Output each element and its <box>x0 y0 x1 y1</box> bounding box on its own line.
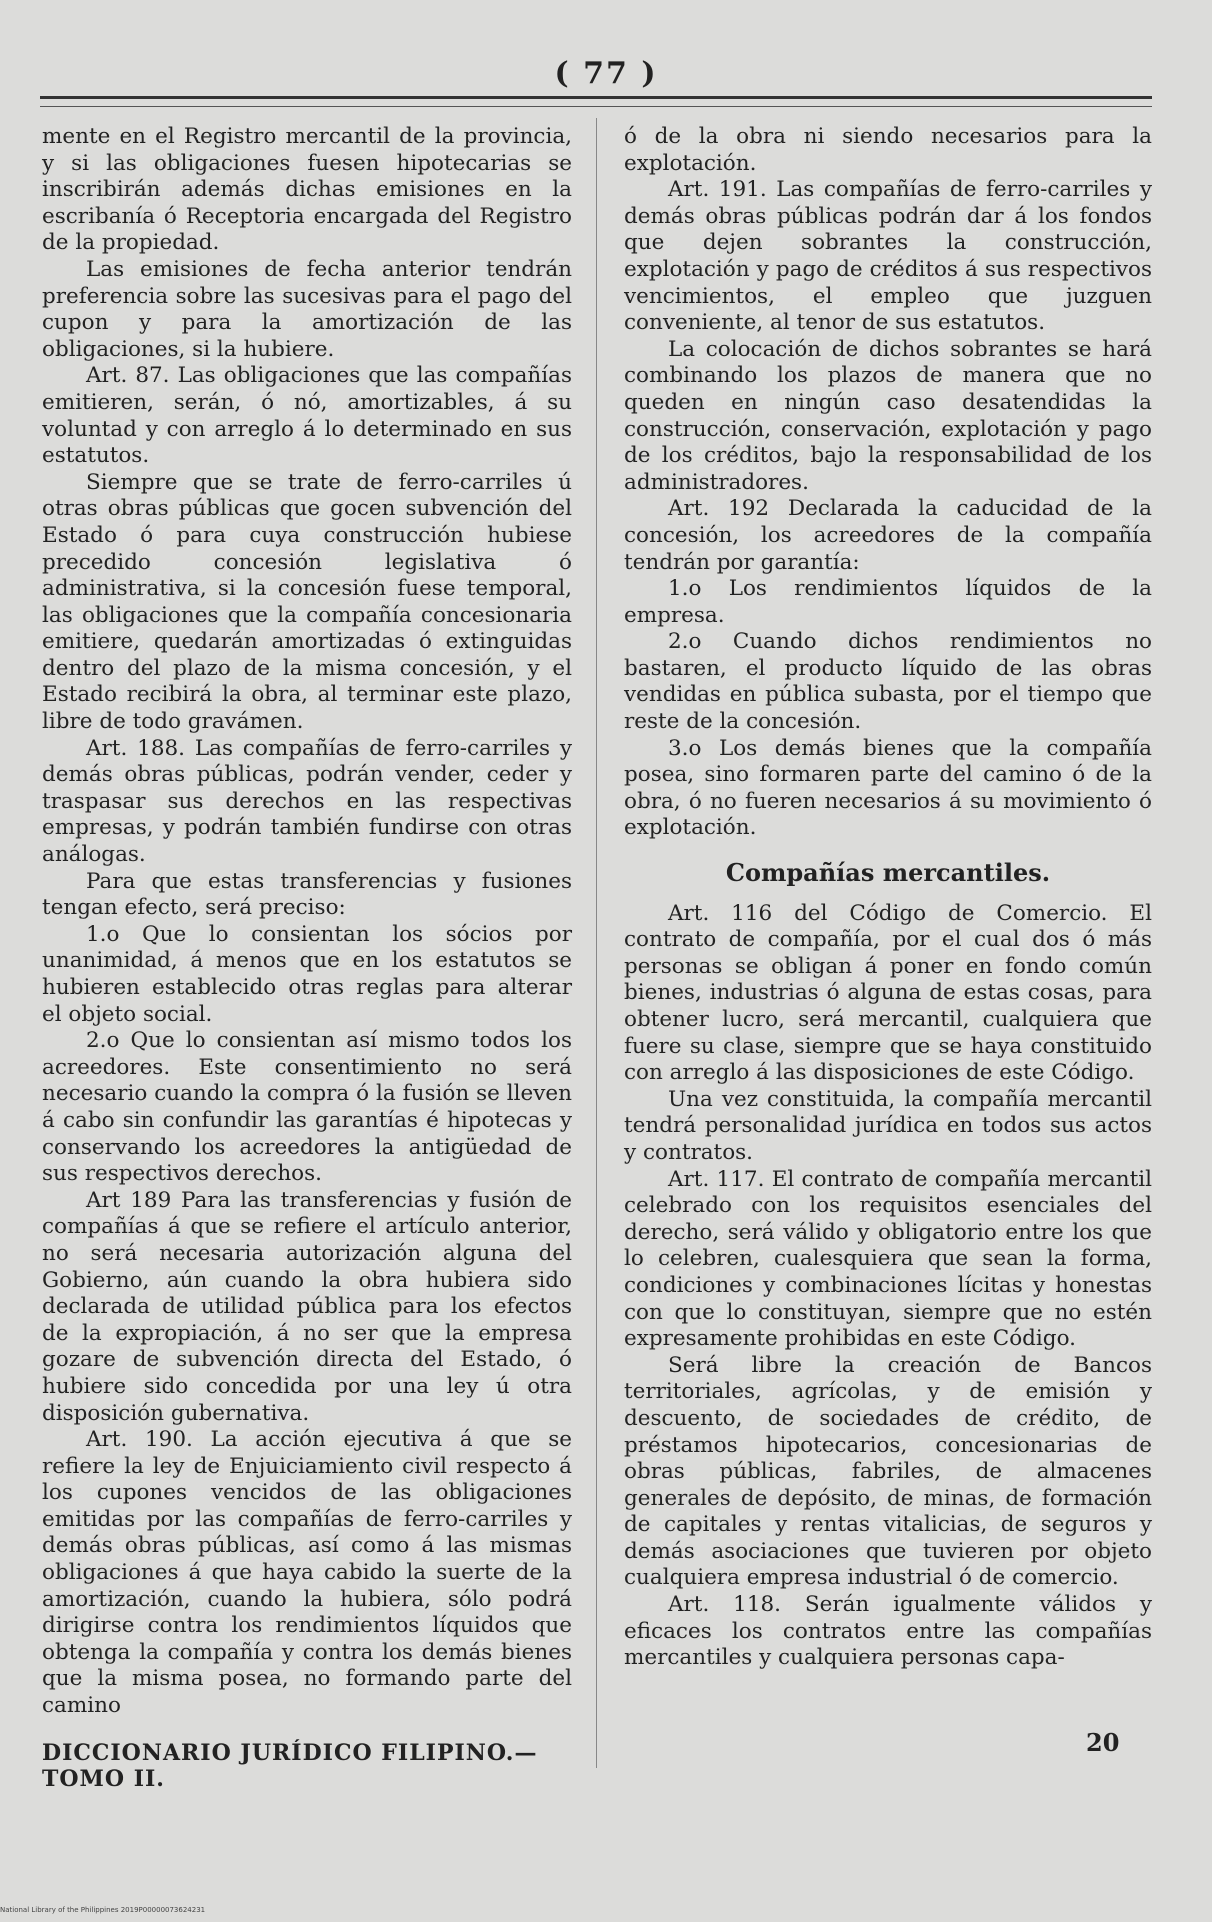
signature-mark: 20 <box>1086 1728 1120 1757</box>
paragraph: Art. 116 del Código de Comercio. El contrato de compañía, por el cual dos ó más personas se obligan á poner en fondo común bienes, industrias ó alguna de estas cosas, para obtener lucro, será mercantil, cualquiera que fuere su clase, siempre que se haya constituido con arreglo á las disposiciones de este Código. <box>624 900 1152 1086</box>
scan-credit: National Library of the Philippines 2019P00000073624231 <box>0 1906 206 1914</box>
paragraph: Será libre la creación de Bancos territoriales, agrícolas, y de emisión y descuento, de sociedades de crédito, de préstamos hipotecarios, concesionarias de obras públicas, fabriles, de almacenes generales de depósito, de minas, de formación de capitales y rentas vitalicias, de seguros y demás asociaciones que tuvieren por objeto cualquiera empresa industrial ó de comercio. <box>624 1352 1152 1591</box>
paragraph: 3.o Los demás bienes que la compañía posea, sino formaren parte del camino ó de la obra, ó no fueren necesarios á su movimiento ó explotación. <box>624 735 1152 841</box>
paragraph: Siempre que se trate de ferro-carriles ú otras obras públicas que gocen subvención del Estado ó para cuya construcción hubiese precedido concesión legislativa ó administrativa, si la concesión fuese temporal, las obligaciones que la compañía concesionaria emitiere, quedarán amortizadas ó extinguidas dentro del plazo de la misma concesión, y el Estado recibirá la obra, al terminar este plazo, libre de todo gravámen. <box>42 469 572 735</box>
paragraph: Art. 87. Las obligaciones que las compañías emitieren, serán, ó nó, amortizables, á su voluntad y con arreglo á lo determinado en sus estatutos. <box>42 363 572 469</box>
paragraph: Art. 118. Serán igualmente válidos y eficaces los contratos entre las compañías mercantiles y cualquiera personas capa- <box>624 1592 1152 1671</box>
running-footer: DICCIONARIO JURÍDICO FILIPINO.—TOMO II. <box>42 1740 538 1792</box>
left-column <box>42 124 572 1720</box>
paragraph: Una vez constituida, la compañía mercantil tendrá personalidad jurídica en todos sus actos y contratos. <box>624 1086 1152 1165</box>
header-rule-thin <box>40 106 1152 107</box>
paragraph: mente en el Registro mercantil de la provincia, y si las obligaciones fuesen hipotecarias se inscribirán además dichas emisiones en la escribanía ó Receptoria encargada del Registro de la propiedad. <box>42 124 572 256</box>
paragraph: ó de la obra ni siendo necesarios para la explotación. <box>624 124 1152 176</box>
paragraph: Art. 192 Declarada la caducidad de la concesión, los acreedores de la compañía tendrán por garantía: <box>624 496 1152 575</box>
paragraph: Para que estas transferencias y fusiones tengan efecto, será preciso: <box>42 868 572 921</box>
paragraph: 1.o Los rendimientos líquidos de la empresa. <box>624 576 1152 628</box>
paragraph: La colocación de dichos sobrantes se hará combinando los plazos de manera que no queden en ningún caso desatendidas la construcción, conservación, explotación y pago de los créditos, bajo la responsabilidad de los administradores. <box>624 336 1152 495</box>
right-column <box>624 124 1152 1672</box>
header-rule <box>40 96 1152 99</box>
paragraph: Art 189 Para las transferencias y fusión de compañías á que se refiere el artículo anterior, no será necesaria autorización alguna del Gobierno, aún cuando la obra hubiera sido declarada de utilidad pública para los efectos de la expropiación, á no ser que la empresa gozare de subvención directa del Estado, ó hubiere sido concedida por una ley ú otra disposición gubernativa. <box>42 1187 572 1426</box>
page-number: ( 77 ) <box>554 56 658 91</box>
paragraph: 2.o Que lo consientan así mismo todos los acreedores. Este consentimiento no será necesario cuando la compra ó la fusión se lleven á cabo sin confundir las garantías é hipotecas y conservando los acreedores la antigüedad de sus respectivos derechos. <box>42 1028 572 1187</box>
paragraph: Art. 190. La acción ejecutiva á que se refiere la ley de Enjuiciamiento civil respecto á los cupones vencidos de las obligaciones emitidas por las compañías de ferro-carriles y demás obras públicas, así como á las mismas obligaciones á que haya cabido la suerte de la amortización, cuando la hubiera, sólo podrá dirigirse contra los rendimientos líquidos que obtenga la compañía y contra los demás bienes que la misma posea, no formando parte del camino <box>42 1427 572 1719</box>
paragraph: 1.o Que lo consientan los sócios por unanimidad, á menos que en los estatutos se hubieren establecido otras reglas para alterar el objeto social. <box>42 921 572 1027</box>
paragraph: 2.o Cuando dichos rendimientos no bastaren, el producto líquido de las obras vendidas en pública subasta, por el tiempo que reste de la concesión. <box>624 629 1152 735</box>
paragraph: Las emisiones de fecha anterior tendrán preferencia sobre las sucesivas para el pago del cupon y para la amortización de las obligaciones, si la hubiere. <box>42 256 572 362</box>
paragraph: Art. 117. El contrato de compañía mercantil celebrado con los requisitos esenciales del derecho, será válido y obligatorio entre los que lo celebren, cualesquiera que sean la forma, condiciones y combinaciones lícitas y honestas con que lo constituyan, siempre que no estén expresamente prohibidas en este Código. <box>624 1166 1152 1352</box>
column-divider <box>596 118 597 1768</box>
paragraph: Art. 188. Las compañías de ferro-carriles y demás obras públicas, podrán vender, ceder y traspasar sus derechos en las respectivas empresas, y podrán también fundirse con otras análogas. <box>42 735 572 868</box>
paragraph: Art. 191. Las compañías de ferro-carriles y demás obras públicas podrán dar á los fondos que dejen sobrantes la construcción, explotación y pago de créditos á sus respectivos vencimientos, el empleo que juzguen conveniente, al tenor de sus estatutos. <box>624 177 1152 336</box>
section-heading: Compañías mercantiles. <box>725 858 1051 888</box>
